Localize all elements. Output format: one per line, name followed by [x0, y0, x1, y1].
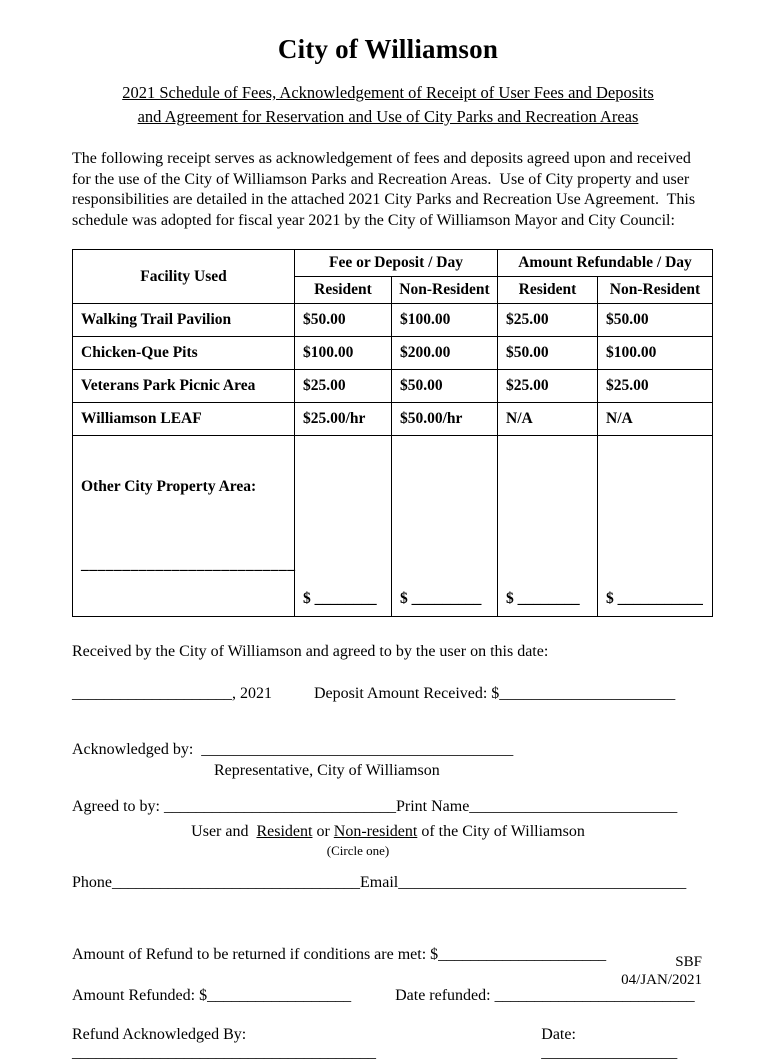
representative-caption: Representative, City of Williamson [214, 762, 440, 780]
date-deposit-row [72, 685, 704, 703]
intro-paragraph: The following receipt serves as acknowledgement of fees and deposits agreed upon and received for the use of the City of Williamson Parks and Recreation Areas. Use of City property and user responsibilities are detailed in the attached 2021 City Parks and Recreation Use Agreement. This schedule was adopted for fiscal year 2021 by the City of Williamson Mayor and City Council: [72, 149, 700, 230]
page-title: City of Williamson [277, 34, 499, 64]
amount-refunded-row [72, 987, 704, 1005]
date-blank-line: ____________________, 2021 [72, 685, 272, 703]
fee-deposit-group-header: Fee or Deposit / Day [295, 250, 498, 277]
refund-non-resident-cell: $100.00 [598, 337, 713, 370]
facility-cell: Walking Trail Pavilion [73, 304, 295, 337]
other-facility-label: Other City Property Area: [81, 478, 257, 496]
refund-non-resident-header: Non-Resident [598, 277, 713, 304]
refund-non-resident-blank-cell: $ ___________ [598, 436, 713, 617]
refund-non-resident-cell: $25.00 [598, 370, 713, 403]
fee-non-resident-header: Non-Resident [392, 277, 498, 304]
non-resident-option: Non-resident [333, 823, 418, 841]
date-refunded-line: Date refunded: _________________________ [395, 987, 695, 1005]
user-and-text: User and [191, 823, 257, 841]
fee-schedule-table [72, 249, 713, 617]
fee-non-resident-cell: $50.00 [392, 370, 498, 403]
fee-non-resident-blank-cell: $ _________ [392, 436, 498, 617]
refund-resident-cell: N/A [498, 403, 598, 436]
facility-cell: Williamson LEAF [73, 403, 295, 436]
received-statement: Received by the City of Williamson and agreed to by the user on this date: [72, 643, 549, 661]
facility-cell: Veterans Park Picnic Area [73, 370, 295, 403]
table-header-row-groups [73, 250, 713, 277]
table-row [73, 403, 713, 436]
table-row-other-property [73, 436, 713, 617]
amount-refundable-group-header: Amount Refundable / Day [498, 250, 713, 277]
agreed-to-by-line: Agreed to by: _____________________________Print Name__________________________ [72, 798, 678, 816]
acknowledged-by-line: Acknowledged by: _______________________________________ [72, 741, 514, 759]
refund-acknowledged-row [72, 1026, 704, 1062]
subtitle-line-1: 2021 Schedule of Fees, Acknowledgement of Receipt of User Fees and Deposits [122, 83, 654, 102]
fee-non-resident-cell: $50.00/hr [392, 403, 498, 436]
circle-one-caption: (Circle one) [326, 843, 390, 859]
facility-used-header: Facility Used [73, 250, 295, 304]
refund-resident-blank-cell: $ ________ [498, 436, 598, 617]
of-city-text: of the City of Williamson [417, 823, 585, 841]
fee-non-resident-cell: $100.00 [392, 304, 498, 337]
document-subtitle [72, 81, 704, 129]
fee-non-resident-cell: $200.00 [392, 337, 498, 370]
resident-choice-line [72, 823, 704, 841]
refund-non-resident-cell: $50.00 [598, 304, 713, 337]
fee-resident-cell: $50.00 [295, 304, 392, 337]
or-text: or [312, 823, 334, 841]
amount-refunded-line: Amount Refunded: $__________________ [72, 987, 352, 1005]
fee-resident-cell: $100.00 [295, 337, 392, 370]
refund-non-resident-cell: N/A [598, 403, 713, 436]
table-row [73, 337, 713, 370]
facility-cell [73, 436, 295, 617]
fee-resident-blank-cell: $ ________ [295, 436, 392, 617]
refund-conditions-line: Amount of Refund to be returned if conditions are met: $_____________________ [72, 946, 607, 964]
fee-resident-header: Resident [295, 277, 392, 304]
refund-resident-header: Resident [498, 277, 598, 304]
resident-option: Resident [256, 823, 313, 841]
facility-cell: Chicken-Que Pits [73, 337, 295, 370]
refund-resident-cell: $25.00 [498, 370, 598, 403]
other-facility-blank-line: __________________________ [81, 556, 296, 574]
deposit-amount-line: Deposit Amount Received: $______________________ [314, 685, 676, 703]
footer-initials: SBF [675, 953, 702, 970]
subtitle-line-2: and Agreement for Reservation and Use of City Parks and Recreation Areas [137, 106, 639, 126]
fee-resident-cell: $25.00/hr [295, 403, 392, 436]
document-footer [621, 953, 702, 991]
table-row [73, 370, 713, 403]
footer-date: 04/JAN/2021 [621, 972, 702, 989]
refund-acknowledged-by-line: Refund Acknowledged By: ______________________________________ [72, 1026, 376, 1062]
fee-resident-cell: $25.00 [295, 370, 392, 403]
refund-ack-date-line: Date: _________________ [541, 1026, 678, 1062]
refund-resident-cell: $50.00 [498, 337, 598, 370]
phone-email-line: Phone_______________________________Email____________________________________ [72, 874, 687, 892]
refund-resident-cell: $25.00 [498, 304, 598, 337]
table-row [73, 304, 713, 337]
